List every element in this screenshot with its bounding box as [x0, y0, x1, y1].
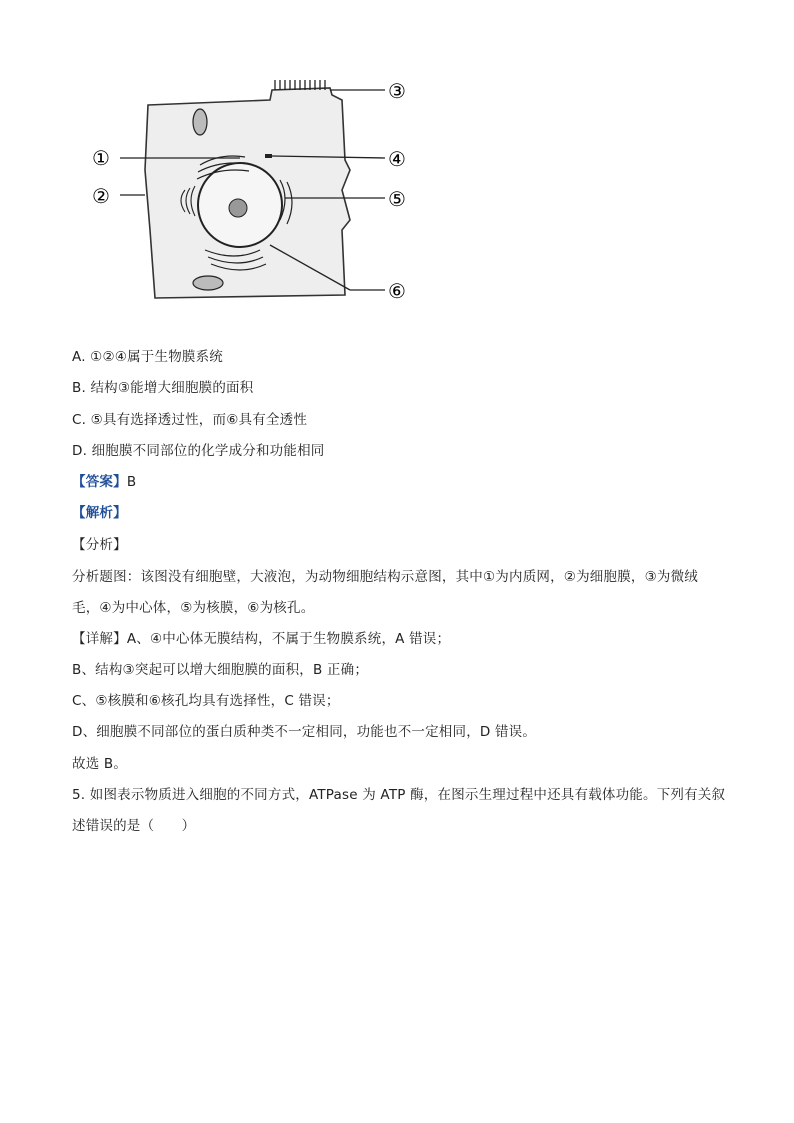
option-d: D. 细胞膜不同部位的化学成分和功能相同 — [72, 443, 325, 459]
detail-d: D、细胞膜不同部位的蛋白质种类不一定相同，功能也不一定相同，D 错误。 — [72, 724, 537, 740]
mitochondrion — [193, 109, 207, 135]
question-5-line-1: 5. 如图表示物质进入细胞的不同方式，ATPase 为 ATP 酶，在图示生理过程中还具有载体功能。下列有关叙 — [72, 787, 726, 803]
answer-tag: 【答案】 — [72, 474, 127, 490]
fenxi-line-1: 分析题图：该图没有细胞壁，大液泡，为动物细胞结构示意图，其中①为内质网，②为细胞膜，③为微绒 — [72, 569, 699, 585]
label-2: ② — [92, 184, 110, 208]
detail-c: C、⑤核膜和⑥核孔均具有选择性，C 错误； — [72, 693, 340, 709]
option-b: B. 结构③能增大细胞膜的面积 — [72, 380, 254, 396]
answer-line — [72, 472, 136, 492]
detail-tag: 【详解】 — [72, 631, 127, 647]
label-5: ⑤ — [388, 187, 406, 211]
detail-a: A、④中心体无膜结构，不属于生物膜系统，A 错误； — [126, 631, 451, 647]
option-c: C. ⑤具有选择透过性，而⑥具有全透性 — [72, 412, 308, 428]
answer-value: B — [126, 474, 137, 490]
animal-cell-diagram — [80, 70, 420, 310]
centriole — [265, 154, 272, 158]
analysis-tag: 【解析】 — [72, 505, 127, 521]
label-1: ① — [92, 146, 110, 170]
fenxi-tag: 【分析】 — [72, 537, 127, 553]
nucleolus — [229, 199, 247, 217]
fenxi-line-2: 毛，④为中心体，⑤为核膜，⑥为核孔。 — [72, 600, 315, 616]
mitochondrion — [193, 276, 223, 290]
detail-a-line — [72, 629, 450, 649]
conclusion: 故选 B。 — [72, 756, 128, 772]
label-3: ③ — [388, 79, 406, 103]
option-a: A. ①②④属于生物膜系统 — [72, 349, 223, 365]
detail-b: B、结构③突起可以增大细胞膜的面积，B 正确； — [72, 662, 369, 678]
question-5-line-2: 述错误的是（ ） — [72, 818, 196, 834]
label-6: ⑥ — [388, 279, 406, 303]
label-4: ④ — [388, 147, 406, 171]
